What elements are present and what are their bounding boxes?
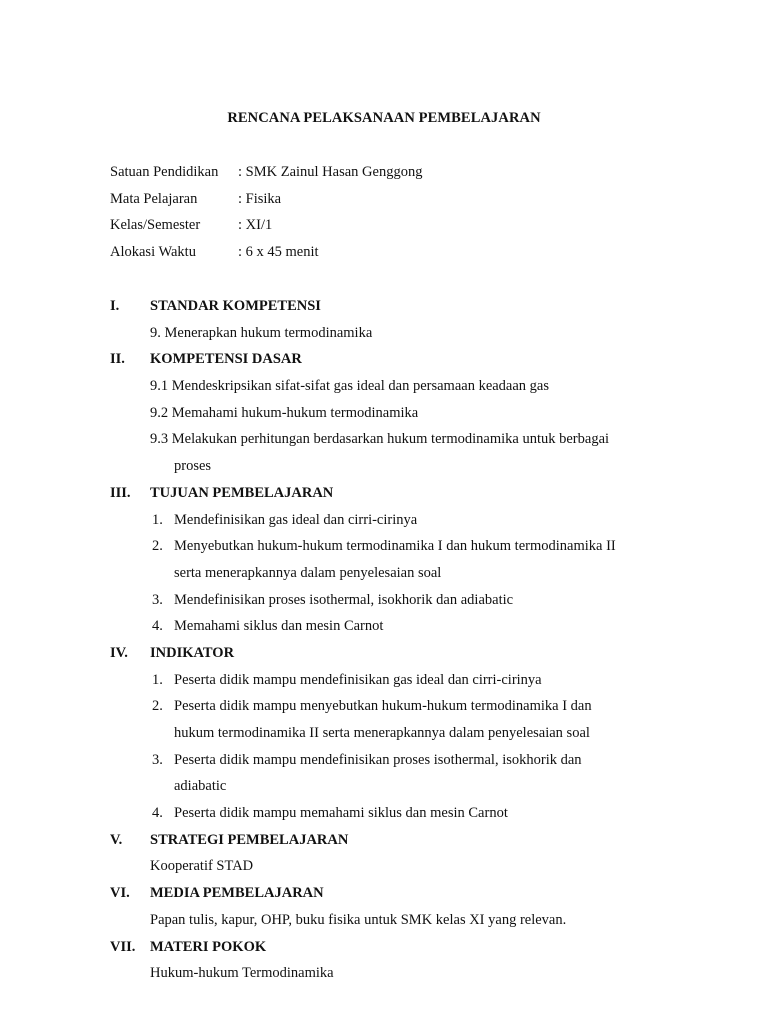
- competency-item: 9.3 Melakukan perhitungan berdasarkan hukum termodinamika untuk berbagai: [150, 431, 610, 448]
- section-heading: STANDAR KOMPETENSI: [150, 298, 321, 314]
- list-text-continuation: serta menerapkannya dalam penyelesaian soal: [174, 564, 442, 581]
- section-body-line: [110, 323, 670, 350]
- list-number: 4.: [152, 805, 163, 822]
- list-item-continuation: [110, 776, 670, 803]
- list-number: 1.: [152, 511, 163, 528]
- list-text-continuation: hukum termodinamika II serta menerapkannya dalam penyelesaian soal: [174, 725, 590, 741]
- section-body-line: [110, 963, 670, 990]
- info-row: [110, 242, 422, 269]
- info-value: : Fisika: [238, 190, 282, 207]
- section-heading-row: [110, 296, 670, 323]
- list-item: [110, 429, 670, 456]
- list-item: [110, 750, 670, 777]
- list-item: [110, 590, 670, 617]
- list-number: 1.: [152, 671, 163, 688]
- list-text: Menyebutkan hukum-hukum termodinamika I dan hukum termodinamika II: [174, 538, 616, 555]
- section-heading: STRATEGI PEMBELAJARAN: [150, 831, 349, 848]
- list-text: Memahami siklus dan mesin Carnot: [174, 618, 384, 635]
- list-item-continuation: [110, 723, 670, 750]
- info-value: : SMK Zainul Hasan Genggong: [238, 164, 423, 180]
- section-text: 9. Menerapkan hukum termodinamika: [150, 324, 373, 341]
- list-text: Peserta didik mampu memahami siklus dan mesin Carnot: [174, 805, 508, 822]
- identity-block: [110, 162, 422, 268]
- section-number: VII.: [110, 938, 136, 955]
- info-value: : XI/1: [238, 217, 273, 233]
- info-label: Mata Pelajaran: [110, 190, 198, 207]
- section-number: VI.: [110, 885, 130, 902]
- list-text: Mendefinisikan proses isothermal, isokhorik dan adiabatic: [174, 591, 514, 608]
- section-body-line: [110, 856, 670, 883]
- section-body-line: [110, 910, 670, 937]
- list-item: [110, 510, 670, 537]
- list-text: Peserta didik mampu mendefinisikan gas ideal dan cirri-cirinya: [174, 671, 542, 688]
- list-number: 3.: [152, 751, 163, 768]
- info-label: Satuan Pendidikan: [110, 164, 219, 180]
- section-heading: TUJUAN PEMBELAJARAN: [150, 484, 334, 501]
- list-number: 3.: [152, 591, 163, 608]
- section-text: Papan tulis, kapur, OHP, buku fisika untuk SMK kelas XI yang relevan.: [150, 911, 567, 928]
- section-heading: KOMPETENSI DASAR: [150, 351, 302, 368]
- competency-item: 9.1 Mendeskripsikan sifat-sifat gas ideal dan persamaan keadaan gas: [150, 378, 550, 395]
- list-item: [110, 376, 670, 403]
- list-item: [110, 403, 670, 430]
- list-item: [110, 536, 670, 563]
- list-text-continuation: adiabatic: [174, 778, 227, 795]
- competency-item: 9.2 Memahami hukum-hukum termodinamika: [150, 404, 419, 421]
- section-heading: MEDIA PEMBELAJARAN: [150, 885, 324, 902]
- section-heading: INDIKATOR: [150, 644, 235, 661]
- list-number: 2.: [152, 698, 163, 715]
- sections: [110, 296, 670, 990]
- info-label: Kelas/Semester: [110, 217, 201, 233]
- section-number: III.: [110, 484, 131, 501]
- document-title: RENCANA PELAKSANAAN PEMBELAJARAN: [227, 110, 541, 126]
- info-value: : 6 x 45 menit: [238, 243, 319, 260]
- list-item-continuation: [110, 456, 670, 483]
- section-number: II.: [110, 351, 125, 368]
- list-item: [110, 803, 670, 830]
- list-number: 2.: [152, 538, 163, 555]
- section-text: Hukum-hukum Termodinamika: [150, 965, 334, 982]
- info-row: [110, 162, 422, 189]
- section-heading-row: [110, 349, 670, 376]
- list-item-continuation: [110, 563, 670, 590]
- list-item: [110, 616, 670, 643]
- list-number: 4.: [152, 618, 163, 635]
- section-number: IV.: [110, 644, 128, 661]
- list-text: Peserta didik mampu menyebutkan hukum-hukum termodinamika I dan: [174, 698, 592, 715]
- info-label: Alokasi Waktu: [110, 243, 196, 260]
- list-text: Peserta didik mampu mendefinisikan proses isothermal, isokhorik dan: [174, 751, 582, 768]
- list-item: [110, 670, 670, 697]
- section-heading-row: [110, 937, 670, 964]
- section-heading-row: [110, 643, 670, 670]
- section-number: V.: [110, 831, 123, 848]
- section-heading-row: [110, 883, 670, 910]
- list-item: [110, 696, 670, 723]
- info-row: [110, 189, 422, 216]
- info-row: [110, 215, 422, 242]
- list-text: Mendefinisikan gas ideal dan cirri-cirinya: [174, 511, 418, 528]
- section-text: Kooperatif STAD: [150, 858, 254, 875]
- section-number: I.: [110, 298, 120, 314]
- section-heading-row: [110, 483, 670, 510]
- section-heading-row: [110, 830, 670, 857]
- section-heading: MATERI POKOK: [150, 938, 267, 955]
- competency-item-continuation: proses: [174, 458, 212, 475]
